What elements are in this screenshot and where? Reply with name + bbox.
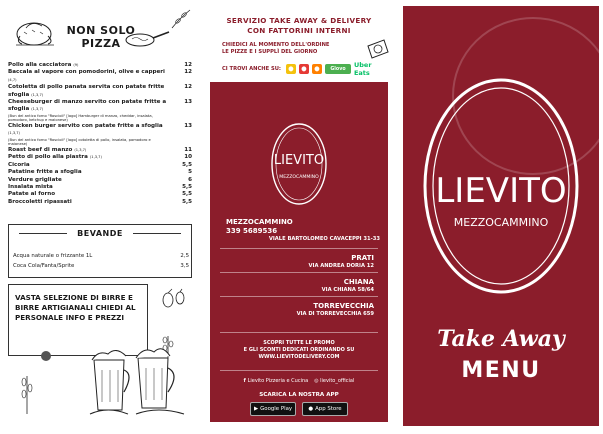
beverage-row bbox=[13, 263, 189, 269]
title-line-2: PIZZA bbox=[81, 37, 121, 50]
location-address: VIALE BARTOLOMEO CAVACEPPI 31-33 bbox=[268, 236, 380, 242]
divider bbox=[220, 296, 378, 297]
apple-icon: ● bbox=[308, 406, 314, 412]
delivery-apps-row bbox=[222, 61, 378, 77]
beverage-name: Acqua naturale o frizzante 1L bbox=[13, 253, 93, 259]
store-badges bbox=[210, 402, 388, 416]
menu-item: Cheeseburger di manzo servito con patate fritte a sfoglia (1,3,7) (Bun del antico forno "Roscioli" [logo] Hamburger di manzo, cheddar, insalata, pomodoro, ketchup e maionese) 13 bbox=[8, 99, 192, 123]
menu-item-price: 12 bbox=[184, 62, 192, 68]
location-name: TORREVECCHIA bbox=[313, 302, 374, 310]
app-store-badge[interactable] bbox=[302, 402, 348, 416]
beverage-price: 2,5 bbox=[180, 253, 189, 259]
menu-item-price: 10 bbox=[184, 154, 192, 161]
menu-item: Baccala al vapore con pomodorini, olive e capperi (4,7) 12 bbox=[8, 69, 192, 82]
instagram-icon: ◎ bbox=[314, 378, 321, 384]
google-play-label: Google Play bbox=[260, 406, 293, 412]
location-torrevecchia bbox=[196, 302, 374, 318]
play-icon: ▶ bbox=[253, 406, 259, 412]
google-play-badge[interactable] bbox=[250, 402, 296, 416]
menu-header bbox=[4, 6, 196, 60]
instagram-handle: lievito_official bbox=[320, 378, 355, 384]
location-address: VIA ANDREA DORIA 12 bbox=[308, 263, 374, 269]
uber-eats-logo[interactable]: Uber Eats bbox=[353, 61, 372, 77]
logo-sub: MEZZOCAMMINO bbox=[453, 216, 549, 229]
logo-word: LIEVITO bbox=[273, 153, 325, 168]
promo-line-1: SCOPRI TUTTE LE PROMO bbox=[263, 340, 335, 346]
wheat-icon bbox=[18, 374, 36, 414]
beverage-row bbox=[13, 253, 189, 259]
menu-item-price: 6 bbox=[188, 176, 192, 183]
menu-item-price: 5,5 bbox=[182, 191, 192, 198]
take-away-heading: Take Away bbox=[437, 326, 565, 352]
menu-item: Broccoletti ripassati 5,5 bbox=[8, 198, 192, 205]
main-location bbox=[226, 218, 293, 236]
menu-item-price: 5,5 bbox=[182, 184, 192, 191]
menu-item: Petto di pollo alla piastra (1,3,7) 10 bbox=[8, 154, 192, 161]
divider bbox=[133, 233, 181, 234]
hops-icon bbox=[158, 288, 188, 312]
menu-item-note: (Bun del antico forno "Roscioli" [logo] Hamburger di manzo, cheddar, insalata, pomodoro, ketchup e maionese) bbox=[8, 113, 153, 123]
location-name: PRATI bbox=[351, 254, 374, 262]
beverage-name: Coca Cola/Fanta/Sprite bbox=[13, 263, 75, 269]
beer-section bbox=[8, 284, 192, 424]
social-links bbox=[210, 378, 388, 384]
divider bbox=[220, 332, 378, 333]
menu-item-price: 13 bbox=[184, 123, 192, 130]
instagram-link[interactable] bbox=[314, 378, 354, 384]
menu-item: Cicoria 5,5 bbox=[8, 161, 192, 168]
divider bbox=[220, 248, 378, 249]
facebook-name: Lievito Pizzeria e Cucina bbox=[247, 378, 309, 384]
menu-item: Cotoletta di pollo panata servita con patate fritte sfoglia (1,3,7) 12 bbox=[8, 84, 192, 98]
facebook-link[interactable] bbox=[244, 378, 309, 384]
location-chiana bbox=[196, 278, 374, 294]
location-address: VIA CHIANA 58/64 bbox=[321, 287, 374, 293]
beer-info-text: VASTA SELEZIONE DI BIRRE E BIRRE ARTIGIANALI CHIEDI AL PERSONALE INFO E PREZZI bbox=[15, 293, 136, 322]
herb-sprig-icon bbox=[170, 8, 192, 30]
menu-item-price: 11 bbox=[184, 147, 192, 154]
location-name: CHIANA bbox=[343, 278, 374, 286]
menu-item-price: 5,5 bbox=[182, 198, 192, 205]
menu-item: Insalata mista 5,5 bbox=[8, 184, 192, 191]
glovo-logo[interactable]: Glovo bbox=[325, 64, 351, 74]
menu-item: Verdure grigliate 6 bbox=[8, 176, 192, 183]
promo-line-2: E GLI SCONTI DEDICATI ORDINANDO SU bbox=[243, 347, 355, 353]
pizza-box-icon bbox=[366, 38, 390, 60]
app-store-label: App Store bbox=[315, 406, 342, 412]
menu-item-price: 12 bbox=[184, 84, 192, 91]
divider bbox=[220, 272, 378, 273]
location-name: MEZZOCAMMINO bbox=[226, 218, 293, 226]
facebook-icon: f bbox=[243, 378, 248, 384]
phone-number[interactable]: 339 5689536 bbox=[226, 227, 278, 235]
takeaway-heading-line-2: CON FATTORINI INTERNI bbox=[247, 26, 351, 35]
menu-item: Chicken burger servito con patate fritte a sfoglia (1,3,7) (Bun del antico forno "Roscioli" [logo] cotoletta di pollo, insalata, pomodoro e maionese) 13 bbox=[8, 123, 192, 147]
menu-item-price: 13 bbox=[184, 99, 192, 106]
main-location-address bbox=[202, 236, 380, 243]
note-line-1: CHIEDICI AL MOMENTO DELL'ORDINE bbox=[222, 42, 330, 48]
location-address: VIA DI TORREVECCHIA 659 bbox=[296, 311, 374, 317]
takeaway-heading-line-1: SERVIZIO TAKE AWAY & DELIVERY bbox=[226, 16, 372, 25]
food-menu-panel bbox=[4, 6, 196, 426]
menu-item-price: 5,5 bbox=[182, 161, 192, 168]
logo-word: LIEVITO bbox=[435, 171, 567, 211]
menu-item: Patate al forno 5,5 bbox=[8, 191, 192, 198]
beverages-box bbox=[8, 224, 192, 278]
beverages-title: BEVANDE bbox=[77, 229, 123, 238]
delivery-app-icon[interactable]: ⬤ bbox=[299, 64, 309, 74]
takeaway-heading bbox=[200, 16, 398, 36]
menu-item: Roast beef di manzo (1,3,7) 11 bbox=[8, 147, 192, 154]
divider bbox=[220, 370, 378, 371]
menu-heading: MENU bbox=[461, 358, 541, 383]
hops-icon bbox=[38, 348, 54, 362]
menu-item-price: 5 bbox=[188, 169, 192, 176]
menu-item: Patatine fritte a sfoglia 5 bbox=[8, 169, 192, 176]
delivery-app-icon[interactable]: ⬤ bbox=[312, 64, 322, 74]
menu-item-note: (Bun del antico forno "Roscioli" [logo] cotoletta di pollo, insalata, pomodoro e maionese) bbox=[8, 137, 151, 147]
logo-sub: MEZZOCAMMINO bbox=[279, 175, 319, 180]
menu-item: Pollo alla cacciatora (9) 12 bbox=[8, 62, 192, 68]
frying-pan-icon bbox=[124, 28, 170, 50]
food-menu-list bbox=[8, 62, 192, 206]
note-line-2: LE PIZZE E I SUPPLÌ DEL GIORNO bbox=[222, 49, 318, 55]
lievito-logo bbox=[270, 122, 328, 206]
menu-item-price: 12 bbox=[184, 69, 192, 76]
download-app-label: SCARICA LA NOSTRA APP bbox=[259, 392, 339, 398]
cover-panel bbox=[403, 6, 599, 426]
lievito-logo bbox=[421, 76, 581, 296]
website-link[interactable]: WWW.LIEVITODELIVERY.COM bbox=[258, 354, 340, 360]
title-line-1: NON SOLO bbox=[66, 24, 136, 37]
apps-label: CI TROVI ANCHE SU: bbox=[222, 66, 281, 72]
daily-specials-note bbox=[222, 42, 366, 56]
location-prati bbox=[196, 254, 374, 270]
delivery-app-icon[interactable]: ⬤ bbox=[286, 64, 296, 74]
beer-mugs-toast-icon bbox=[88, 330, 188, 422]
delivery-info-panel bbox=[200, 6, 398, 426]
locations-block bbox=[210, 82, 388, 422]
promo-text bbox=[210, 340, 388, 361]
beverage-price: 3,5 bbox=[180, 263, 189, 269]
roast-chicken-icon bbox=[12, 12, 58, 48]
